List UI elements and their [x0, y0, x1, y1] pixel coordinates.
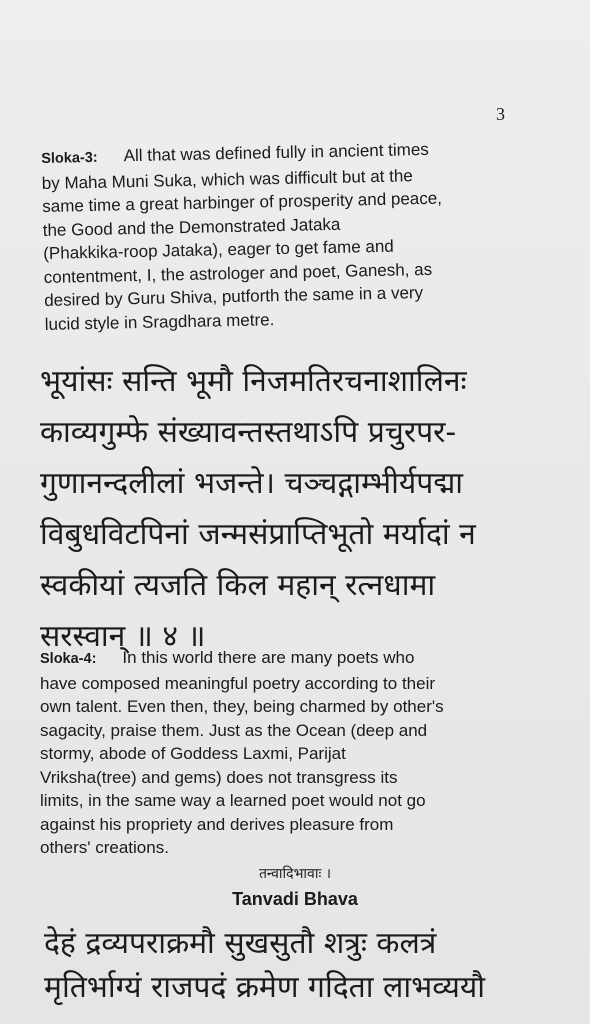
- sloka-3-line-3: same time a great harbinger of prosperity and peace,: [42, 188, 443, 216]
- section-sanskrit-heading: तन्वादिभावाः ।: [258, 866, 332, 882]
- sloka-3-label: Sloka-3:: [41, 149, 98, 167]
- sloka-4-line-9: others' creations.: [40, 838, 169, 857]
- verse-4-line-1: भूयांसः सन्ति भूमौ निजमतिरचनाशालिनः: [40, 364, 467, 399]
- sloka-3-line-5: (Phakkika-roop Jataka), eager to get fame and: [43, 236, 394, 263]
- sloka-4-line-5: stormy, abode of Goddess Laxmi, Parijat: [40, 744, 346, 763]
- verse-5-line-2: मृतिर्भाग्यं राजपदं क्रमेण गदिता लाभव्ययौ: [44, 970, 486, 1005]
- sloka-4-line-1: [40, 646, 510, 672]
- sloka-4-line-4: sagacity, praise them. Just as the Ocean (deep and: [40, 720, 428, 740]
- section-heading: Tanvadi Bhava: [232, 889, 358, 909]
- sloka-4-line-7: limits, in the same way a learned poet would not go: [40, 791, 426, 810]
- verse-4-line-5: स्वकीयां त्यजति किल महान् रत्नधामा: [40, 568, 436, 603]
- sloka-3-paragraph: [41, 136, 515, 336]
- verse-5-line-1: देहं द्रव्यपराक्रमौ सुखसुतौ शत्रुः कलत्रं: [44, 926, 437, 961]
- sanskrit-verse-4: [40, 356, 560, 662]
- sloka-4-line-6: Vriksha(tree) and gems) does not transgress its: [40, 767, 398, 787]
- sloka-3-text-1: All that was defined fully in ancient times: [123, 139, 429, 166]
- verse-4-line-2: काव्यगुम्फे संख्यावन्तस्तथाऽपि प्रचुरपर-: [40, 415, 457, 450]
- verse-4-line-4: विबुधविटपिनां जन्मसंप्राप्तिभूतो मर्यादां न: [40, 517, 476, 552]
- sloka-3-line-4-text: the Good and the Demonstrated Jataka: [42, 214, 341, 240]
- sloka-3-line-7: desired by Guru Shiva, putforth the same in a very: [44, 283, 424, 310]
- sloka-3-line-2: by Maha Muni Suka, which was difficult but at the: [41, 165, 413, 193]
- sloka-4-line-3: own talent. Even then, they, being charmed by other's: [40, 697, 444, 716]
- sloka-4-label: Sloka-4:: [40, 651, 97, 667]
- verse-4-line-3: गुणानन्दलीलां भजन्ते। चञ्चद्गाम्भीर्यपद्मा: [40, 466, 464, 501]
- sloka-4-line-2: have composed meaningful poetry according to their: [40, 673, 436, 693]
- sloka-3-line-6: contentment, I, the astrologer and poet, Ganesh, as: [43, 259, 433, 287]
- sloka-3-line-8: lucid style in Sragdhara metre.: [44, 309, 275, 334]
- sanskrit-verse-5: [44, 922, 564, 1010]
- sloka-4-line-8: against his propriety and derives pleasure from: [40, 814, 394, 834]
- page-number: 3: [496, 104, 505, 124]
- verse-4-line-6: सरस्वान् ॥ ४ ॥: [40, 619, 206, 654]
- sloka-4-text-1: In this world there are many poets who: [122, 648, 415, 667]
- sloka-4-paragraph: [40, 646, 510, 860]
